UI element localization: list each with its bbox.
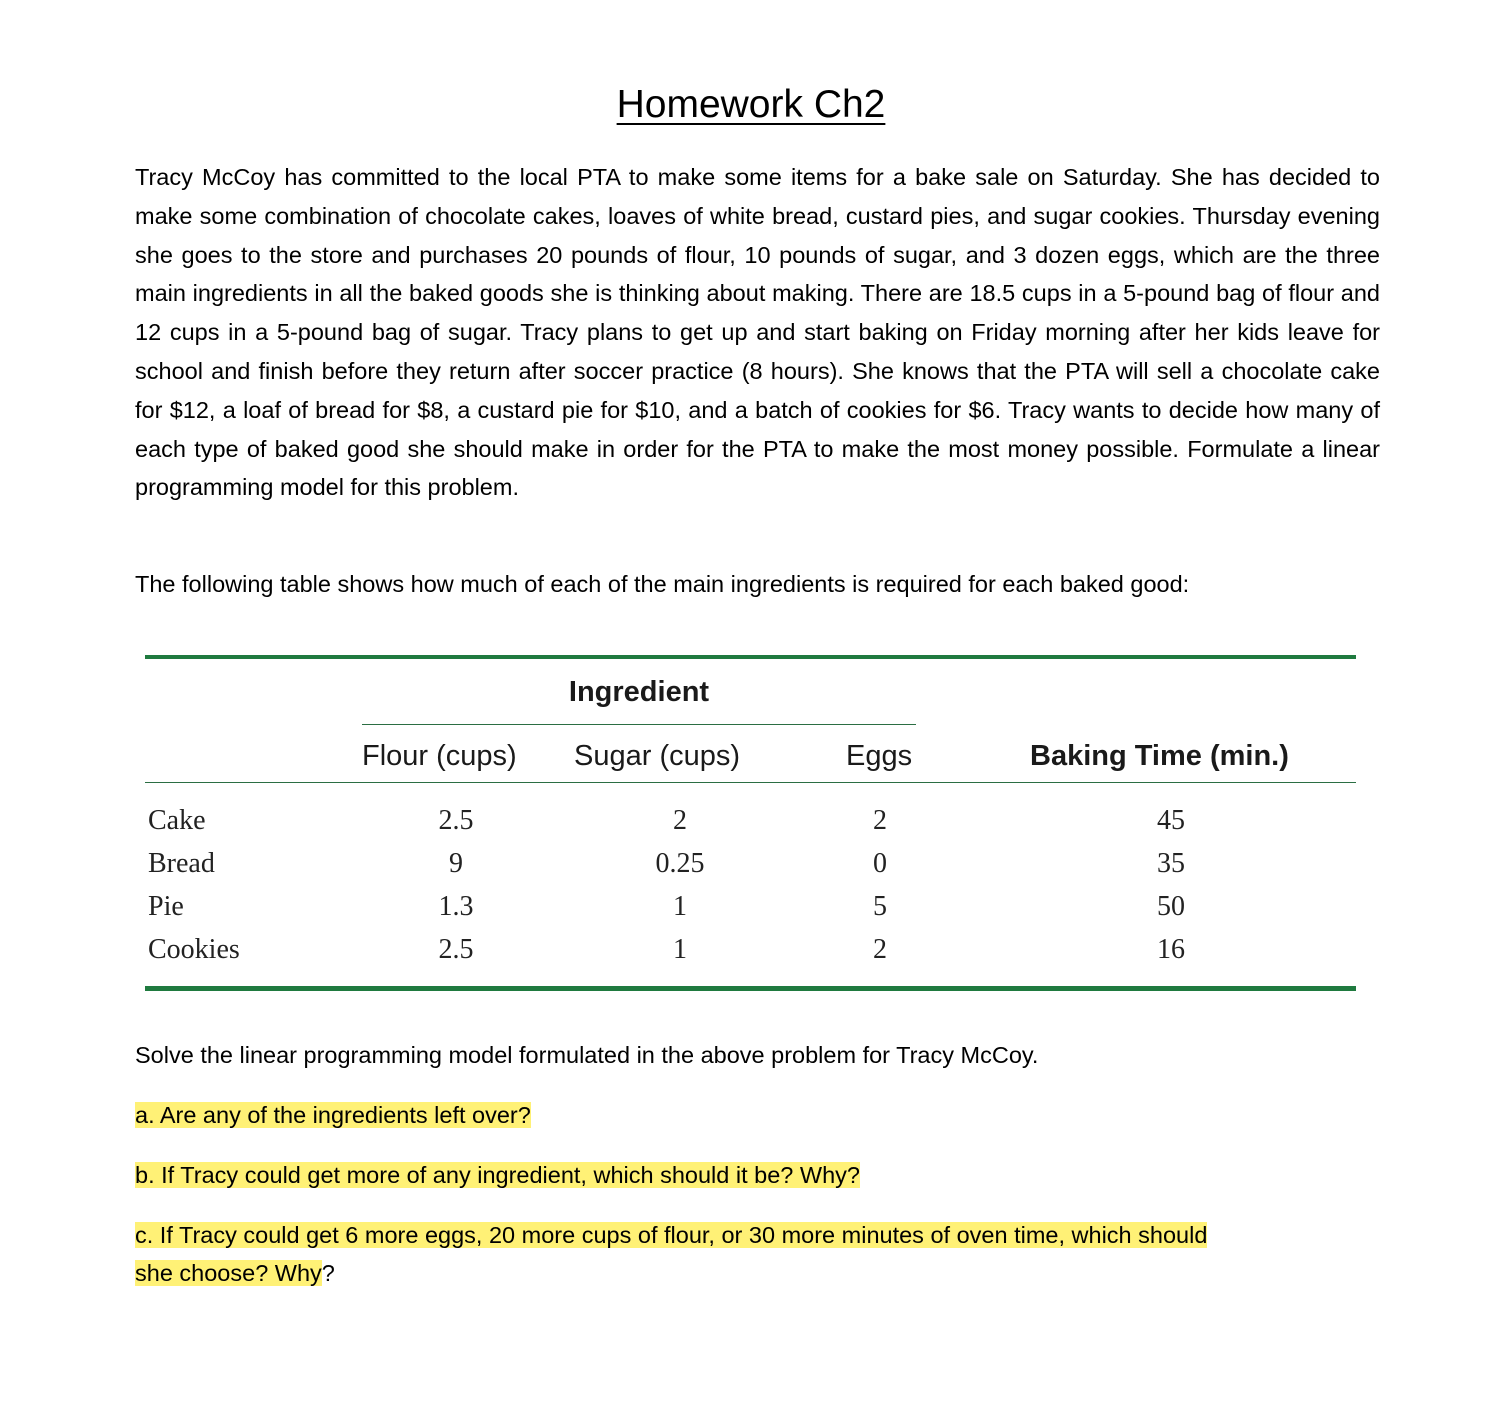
question-c <box>135 1216 1375 1292</box>
table-bottom-rule <box>145 986 1356 991</box>
cell-sugar: 2 <box>673 805 687 836</box>
cell-sugar: 1 <box>673 891 687 922</box>
question-b-text: b. If Tracy could get more of any ingredient, which should it be? Why? <box>135 1162 860 1188</box>
cell-flour: 1.3 <box>438 891 474 922</box>
cell-flour: 2.5 <box>438 805 474 836</box>
cell-baking-time: 16 <box>1157 934 1185 965</box>
cell-baking-time: 45 <box>1157 805 1185 836</box>
question-a-text: a. Are any of the ingredients left over? <box>135 1102 531 1128</box>
page-title: Homework Ch2 <box>616 83 886 126</box>
problem-statement: Tracy McCoy has committed to the local PTA to make some items for a bake sale on Saturday. She has decided to make some combination of chocolate cakes, loaves of white bread, custard pies, and sugar cookies. Thursday evening she goes to the store and purchases 20 pounds of flour, 10 pounds of sugar, and 3 dozen eggs, which are the three main ingredients in all the baked goods she is thinking about making. There are 18.5 cups in a 5-pound bag of flour and 12 cups in a 5-pound bag of sugar. Tracy plans to get up and start baking on Friday morning after her kids leave for school and finish before they return after soccer practice (8 hours). She knows that the PTA will sell a chocolate cake for $12, a loaf of bread for $8, a custard pie for $10, and a batch of cookies for $6. Tracy wants to decide how many of each type of baked good she should make in order for the PTA to make the most money possible. Formulate a linear programming model for this problem. <box>135 164 1380 501</box>
question-c-line-1-text: c. If Tracy could get 6 more eggs, 20 more cups of flour, or 30 more minutes of oven time, which should <box>135 1222 1208 1248</box>
cell-sugar: 0.25 <box>655 848 705 879</box>
ingredient-group-rule <box>362 724 916 725</box>
cell-eggs: 0 <box>873 848 887 879</box>
cell-flour: 2.5 <box>438 934 474 965</box>
cell-baking-time: 50 <box>1157 891 1185 922</box>
table-intro-text: The following table shows how much of each of the main ingredients is required for each baked good: <box>135 571 1190 597</box>
question-a <box>135 1096 531 1134</box>
solve-instruction: Solve the linear programming model formulated in the above problem for Tracy McCoy. <box>135 1042 1039 1068</box>
question-c-line-2-text: she choose? Why <box>135 1260 322 1286</box>
cell-sugar: 1 <box>673 934 687 965</box>
column-header-flour: Flour (cups) <box>362 740 517 772</box>
cell-flour: 9 <box>449 848 463 879</box>
question-c-line-2-tail: ? <box>321 1260 335 1286</box>
question-b <box>135 1156 860 1194</box>
table-top-rule <box>145 655 1356 659</box>
cell-eggs: 2 <box>873 934 887 965</box>
cell-eggs: 5 <box>873 891 887 922</box>
table-header-rule <box>145 782 1356 783</box>
column-header-eggs: Eggs <box>846 740 913 772</box>
question-c-line-1 <box>135 1216 1375 1254</box>
row-label: Cookies <box>148 934 240 965</box>
ingredient-group-header: Ingredient <box>568 676 710 708</box>
cell-baking-time: 35 <box>1157 848 1185 879</box>
row-label: Pie <box>148 891 184 922</box>
question-c-line-2 <box>135 1254 1375 1292</box>
cell-eggs: 2 <box>873 805 887 836</box>
column-header-sugar: Sugar (cups) <box>574 740 741 772</box>
row-label: Bread <box>148 848 215 879</box>
row-label: Cake <box>148 805 206 836</box>
column-header-baking-time: Baking Time (min.) <box>1030 740 1289 772</box>
